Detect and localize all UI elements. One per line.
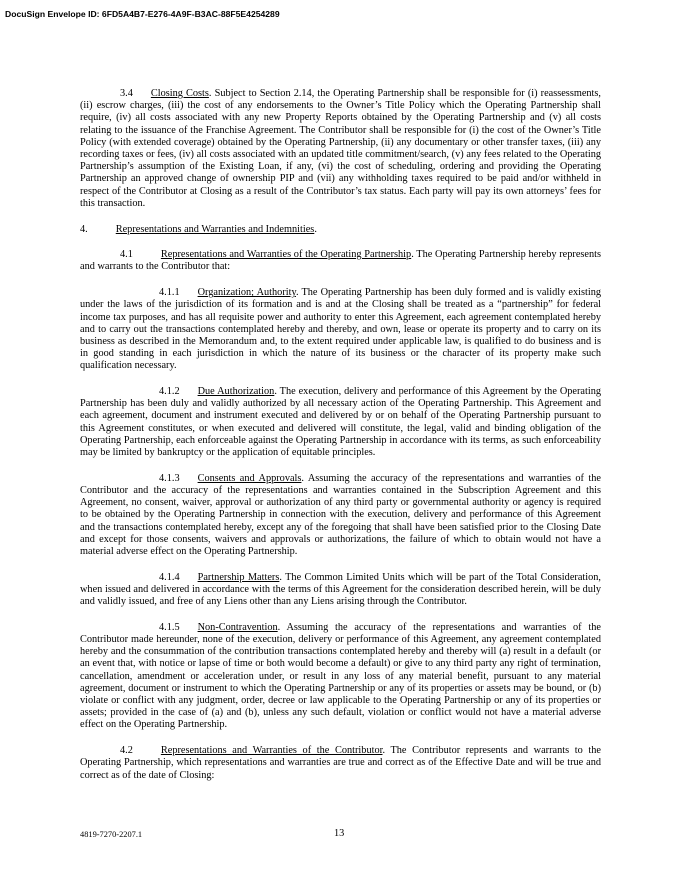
- section-number: 4.1.4: [159, 571, 180, 583]
- section-heading: Non-Contravention: [197, 621, 278, 633]
- footer-document-id: 4819-7270-2207.1: [80, 830, 143, 839]
- section-heading: Representations and Warranties of the Contributor: [160, 745, 383, 757]
- section-number: 4.1.1: [159, 287, 180, 299]
- section-text: . The Operating Partnership has been duly formed and is validly existing under the laws of the jurisdiction of its formation and is and at the Closing shall be treated as a “partnership” for federal income tax purposes, and has all requisite power and authority to enter this Agreement, each agreement contemplated hereby and to carry out the transactions contemplated hereby and thereby, and own, lease or operate its property and to carry on its business as described in the Memorandum and, to the extent required under applicable law, is qualified to do business and is in good standing in each jurisdiction in which the nature of its business or the character of its property make such qualification necessary.: [80, 287, 601, 372]
- section-4-1-1: [80, 287, 601, 372]
- section-text: . The Operating Partnership hereby represents and warrants to the Contributor that:: [80, 249, 601, 273]
- section-text: . Assuming the accuracy of the representations and warranties of the Contributor made hereunder, none of the execution, delivery or performance of this Agreement, any agreement contemplated hereby and the consummation of the contribution transactions contemplated hereby and thereby will (a) result in a default (or an event that, with notice or lapse of time or both would become a default) or give to any third party any right of termination, cancellation, amendment or acceleration under, or result in any loss of any material benefit, pursuant to any material agreement, document or instrument to which the Operating Partnership or any of its properties or assets may be bound, or (b) violate or conflict with any judgment, order, decree or law applicable to the Operating Partnership or any of its properties or assets; provided in the case of (a) and (b), unless any such default, violation or conflict would not have a material adverse effect on the Operating Partnership.: [80, 621, 601, 731]
- page-number: 13: [334, 828, 345, 839]
- section-text: . The Contributor represents and warrants to the Operating Partnership, which representations and warranties are true and correct as of the Effective Date and will be true and correct as of the date of Closing:: [80, 745, 601, 781]
- section-4-2: [80, 745, 601, 782]
- section-text: . The Common Limited Units which will be part of the Total Consideration, when issued and delivered in accordance with the terms of this Agreement for the consideration described herein, will be duly and validly issued, and free of any Liens other than any Liens arising through the Contributor.: [80, 571, 601, 608]
- section-number: 4.1: [120, 249, 133, 261]
- section-4-1-3: [80, 473, 601, 558]
- section-heading: Consents and Approvals: [197, 472, 302, 484]
- section-3-4: [80, 88, 601, 210]
- section-heading: Due Authorization: [197, 386, 275, 398]
- section-text: .: [314, 223, 317, 235]
- section-4: [80, 224, 601, 236]
- section-heading: Partnership Matters: [197, 571, 280, 583]
- section-number: 4.2: [120, 745, 133, 757]
- section-number: 4.1.5: [159, 621, 180, 633]
- section-4-1-5: [80, 622, 601, 732]
- section-heading: Organization; Authority: [197, 287, 296, 299]
- section-4-1: [80, 249, 601, 273]
- section-text: . Subject to Section 2.14, the Operating Partnership shall be responsible for (i) reassessments, (ii) escrow charges, (iii) the cost of any endorsements to the Owner’s Title Policy which the Operating Partnership shall require, (iv) all costs associated with any new Property Reports obtained by the Operating Partnership and (v) all costs relating to the issuance of the Franchise Agreement. The Contributor shall be responsible for (i) the cost of the Owner’s Title Policy (with extended coverage) obtained by the Operating Partnership, (ii) any documentary or other transfer taxes, (iii) any recording taxes or fees, (iv) all costs associated with an updated title commitment/search, (v) any fees related to the Operating Partnership’s assumption of the Existing Loan, if any, (vi) the cost of scheduling, ordering and providing the Operating Partnership an approved change of ownership PIP and (vii) any withholding taxes required to be paid and/or withheld in respect of the Contributor at Closing as a result of the Contributor’s tax status. Each party will pay its own attorneys’ fees for this transaction.: [80, 88, 601, 209]
- section-4-1-2: [80, 386, 601, 459]
- document-body: [80, 88, 601, 795]
- section-heading: Representations and Warranties and Indemnities: [115, 223, 315, 235]
- section-number: 4.1.2: [159, 386, 180, 398]
- section-text: . The execution, delivery and performance of this Agreement by the Operating Partnership has been duly and validly authorized by all necessary action of the Operating Partnership. This Agreement and each agreement, document and instrument executed and delivered by or on behalf of the Operating Partnership pursuant to this Agreement constitutes, or when executed and delivered will constitute, the legal, valid and binding obligation of the Operating Partnership, each enforceable against the Operating Partnership in accordance with its terms, as such enforceability may be limited by bankruptcy or the application of equitable principles.: [80, 386, 601, 459]
- section-text: . Assuming the accuracy of the representations and warranties of the Contributor and the accuracy of the representations and warranties contained in the Subscription Agreement and this Agreement, no consent, waiver, approval or authorization of any third party or governmental authority or agency is required to be obtained by the Operating Partnership in connection with the execution, delivery and performance of this Agreement and the transactions contemplated hereby, except any of the foregoing that shall have been satisfied prior to the Closing Date and except for those consents, waivers and approvals or authorizations, the failure of which to obtain would not have a material adverse effect on the Operating Partnership.: [80, 472, 601, 557]
- docusign-envelope-id: DocuSign Envelope ID: 6FD5A4B7-E276-4A9F-B3AC-88F5E4254289: [5, 9, 280, 19]
- section-number: 4.: [80, 223, 88, 235]
- section-heading: Closing Costs: [150, 88, 209, 99]
- section-number: 4.1.3: [159, 472, 180, 484]
- section-heading: Representations and Warranties of the Operating Partnership: [160, 249, 412, 261]
- section-4-1-4: [80, 572, 601, 609]
- section-number: 3.4: [120, 88, 133, 99]
